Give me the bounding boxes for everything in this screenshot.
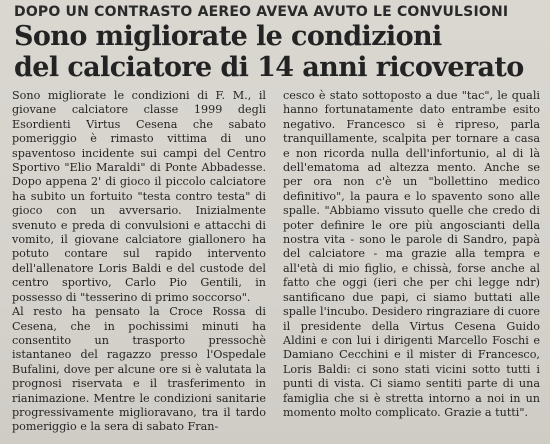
article-kicker: DOPO UN CONTRASTO AEREO AVEVA AVUTO LE CONVULSIONI	[14, 4, 509, 20]
headline-line-1: Sono migliorate le condizioni	[14, 21, 442, 52]
headline-line-2: del calciatore di 14 anni ricoverato	[14, 52, 524, 83]
paragraph: Al resto ha pensato la Croce Rossa di Cesena, che in pochissimi minuti ha consentito un trasporto pressochè istantaneo del ragazzo presso l'Ospedale Bufalini, dove per alcune ore si è valutata la prognosi riservata e il trasferimento in rianimazione. Mentre le condizioni sanitarie progressivamente miglioravano, tra il tardo pomeriggio e la sera di sabato Fran-	[12, 305, 266, 434]
article-column-1	[12, 89, 266, 435]
article-headline	[14, 21, 540, 83]
article-body	[12, 89, 540, 435]
paragraph: cesco è stato sottoposto a due "tac", le quali hanno fortunatamente dato entrambe esito negativo. Francesco si è ripreso, parla tranquillamente, scalpita per tornare a casa e non ricorda nulla dell'infortunio, al di là dell'ematoma ad altezza mento. Anche se per ora non c'è un "bollettino medico definitivo", la paura e lo spavento sono alle spalle. "Abbiamo vissuto quelle che credo di poter definire le ore più angoscianti della nostra vita - sono le parole di Sandro, papà del calciatore - ma grazie alla tempra e all'età di mio figlio, e chissà, forse anche al fatto che oggi (ieri che per chi legge ndr) santificano due papi, ci siamo buttati alle spalle l'incubo. Desidero ringraziare di cuore il presidente della Virtus Cesena Guido Aldini e con lui i dirigenti Marcello Foschi e Damiano Cecchini e il mister di Francesco, Loris Baldi: ci sono stati vicini sotto tutti i punti di vista. Ci siamo sentiti parte di una famiglia che si è stretta intorno a noi in un momento molto complicato. Grazie a tutti".	[283, 89, 540, 419]
paragraph: Sono migliorate le condizioni di F. M., il giovane calciatore classe 1999 degli Esordienti Virtus Cesena che sabato pomeriggio è rimasto vittima di uno spaventoso incidente sui campi del Centro Sportivo "Elio Maraldi" di Ponte Abbadesse. Dopo appena 2' di gioco il piccolo calciatore ha subito un fortuito "testa contro testa" di gioco con un avversario. Inizialmente svenuto e preda di convulsioni e attacchi di vomito, il giovane calciatore giallonero ha potuto contare sul rapido intervento dell'allenatore Loris Baldi e del custode del centro sportivo, Carlo Pio Gentili, in possesso di "tesserino di primo soccorso".	[12, 89, 266, 304]
article-column-2	[283, 89, 540, 420]
